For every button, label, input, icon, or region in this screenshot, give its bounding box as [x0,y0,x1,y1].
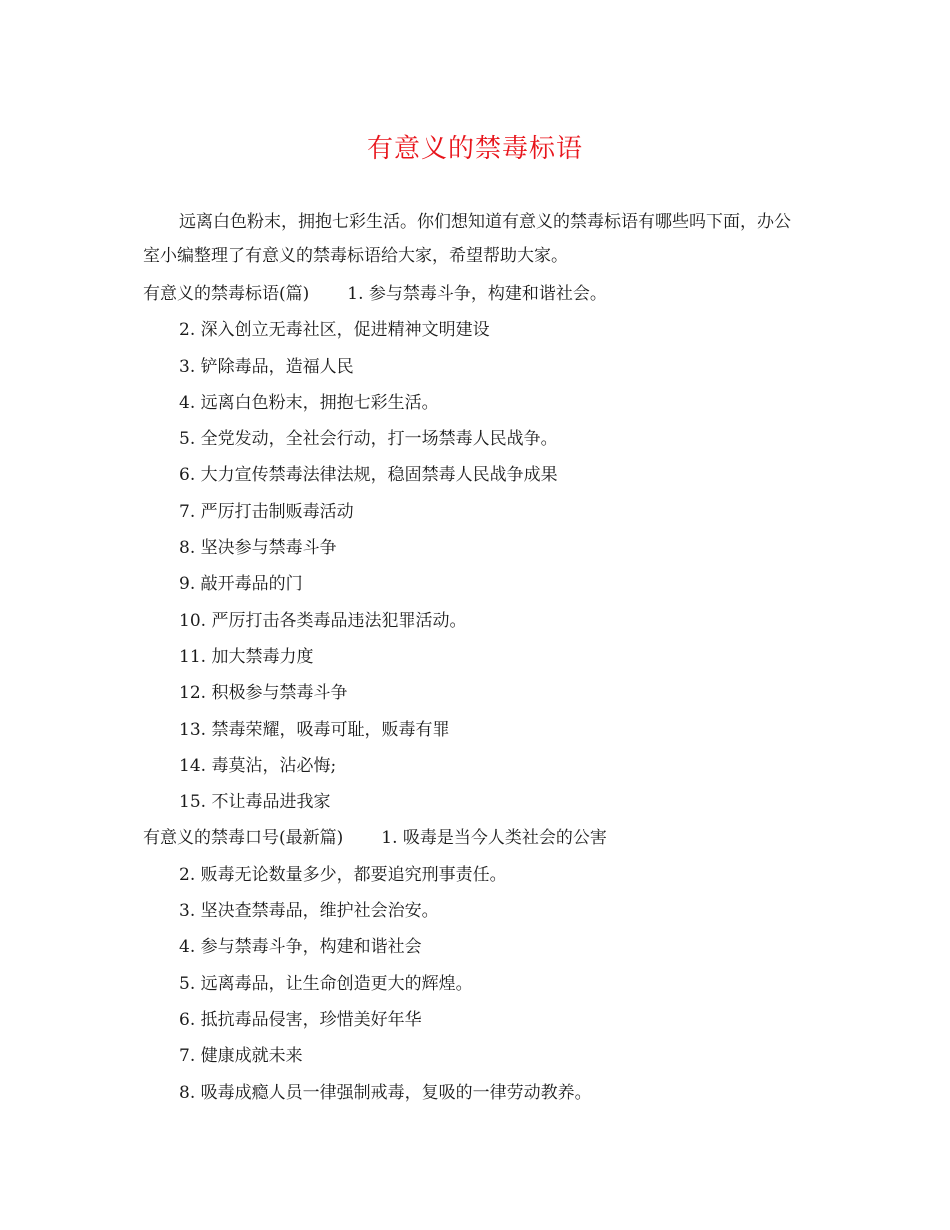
list-item: 9. 敲开毒品的门 [179,574,303,595]
list-item: 14. 毒莫沾，沾必悔; [179,755,337,776]
list-item: 6. 大力宣传禁毒法律法规，稳固禁毒人民战争成果 [179,465,558,486]
list-item: 5. 全党发动，全社会行动，打一场禁毒人民战争。 [179,429,558,450]
list-item: 2. 贩毒无论数量多少，都要追究刑事责任。 [179,864,507,885]
list-item: 8. 吸毒成瘾人员一律强制戒毒，复吸的一律劳动教养。 [179,1082,592,1103]
list-item: 7. 健康成就未来 [179,1046,303,1067]
list-item: 7. 严厉打击制贩毒活动 [179,501,354,522]
list-item: 12. 积极参与禁毒斗争 [179,683,348,704]
section-title: 有意义的禁毒口号(最新篇) [143,828,344,849]
list-item: 5. 远离毒品，让生命创造更大的辉煌。 [179,973,473,994]
list-item: 3. 铲除毒品，造福人民 [179,356,354,377]
list-item: 2. 深入创立无毒社区，促进精神文明建设 [179,320,490,341]
slogan-list [143,276,823,1111]
list-item: 8. 坚决参与禁毒斗争 [179,538,337,559]
section-heading-2 [143,820,823,856]
list-item: 15. 不让毒品进我家 [179,792,331,813]
list-item: 4. 参与禁毒斗争，构建和谐社会 [179,937,422,958]
list-item: 13. 禁毒荣耀，吸毒可耻，贩毒有罪 [179,719,450,740]
list-item: 1. 参与禁毒斗争，构建和谐社会。 [347,284,607,304]
section-heading-1 [143,276,823,312]
list-item: 11. 加大禁毒力度 [179,646,314,667]
list-item: 3. 坚决查禁毒品，维护社会治安。 [179,901,439,922]
page-title: 有意义的禁毒标语 [366,134,583,164]
list-item: 10. 严厉打击各类毒品违法犯罪活动。 [179,610,467,631]
list-item: 4. 远离白色粉末，拥抱七彩生活。 [179,392,439,413]
section-title: 有意义的禁毒标语(篇) [143,284,310,304]
list-item: 6. 抵抗毒品侵害，珍惜美好年华 [179,1009,422,1030]
list-item: 1. 吸毒是当今人类社会的公害 [381,828,607,849]
intro-paragraph: 远离白色粉末，拥抱七彩生活。你们想知道有意义的禁毒标语有哪些吗下面，办公室小编整理了有意义的禁毒标语给大家，希望帮助大家。 [143,212,791,266]
